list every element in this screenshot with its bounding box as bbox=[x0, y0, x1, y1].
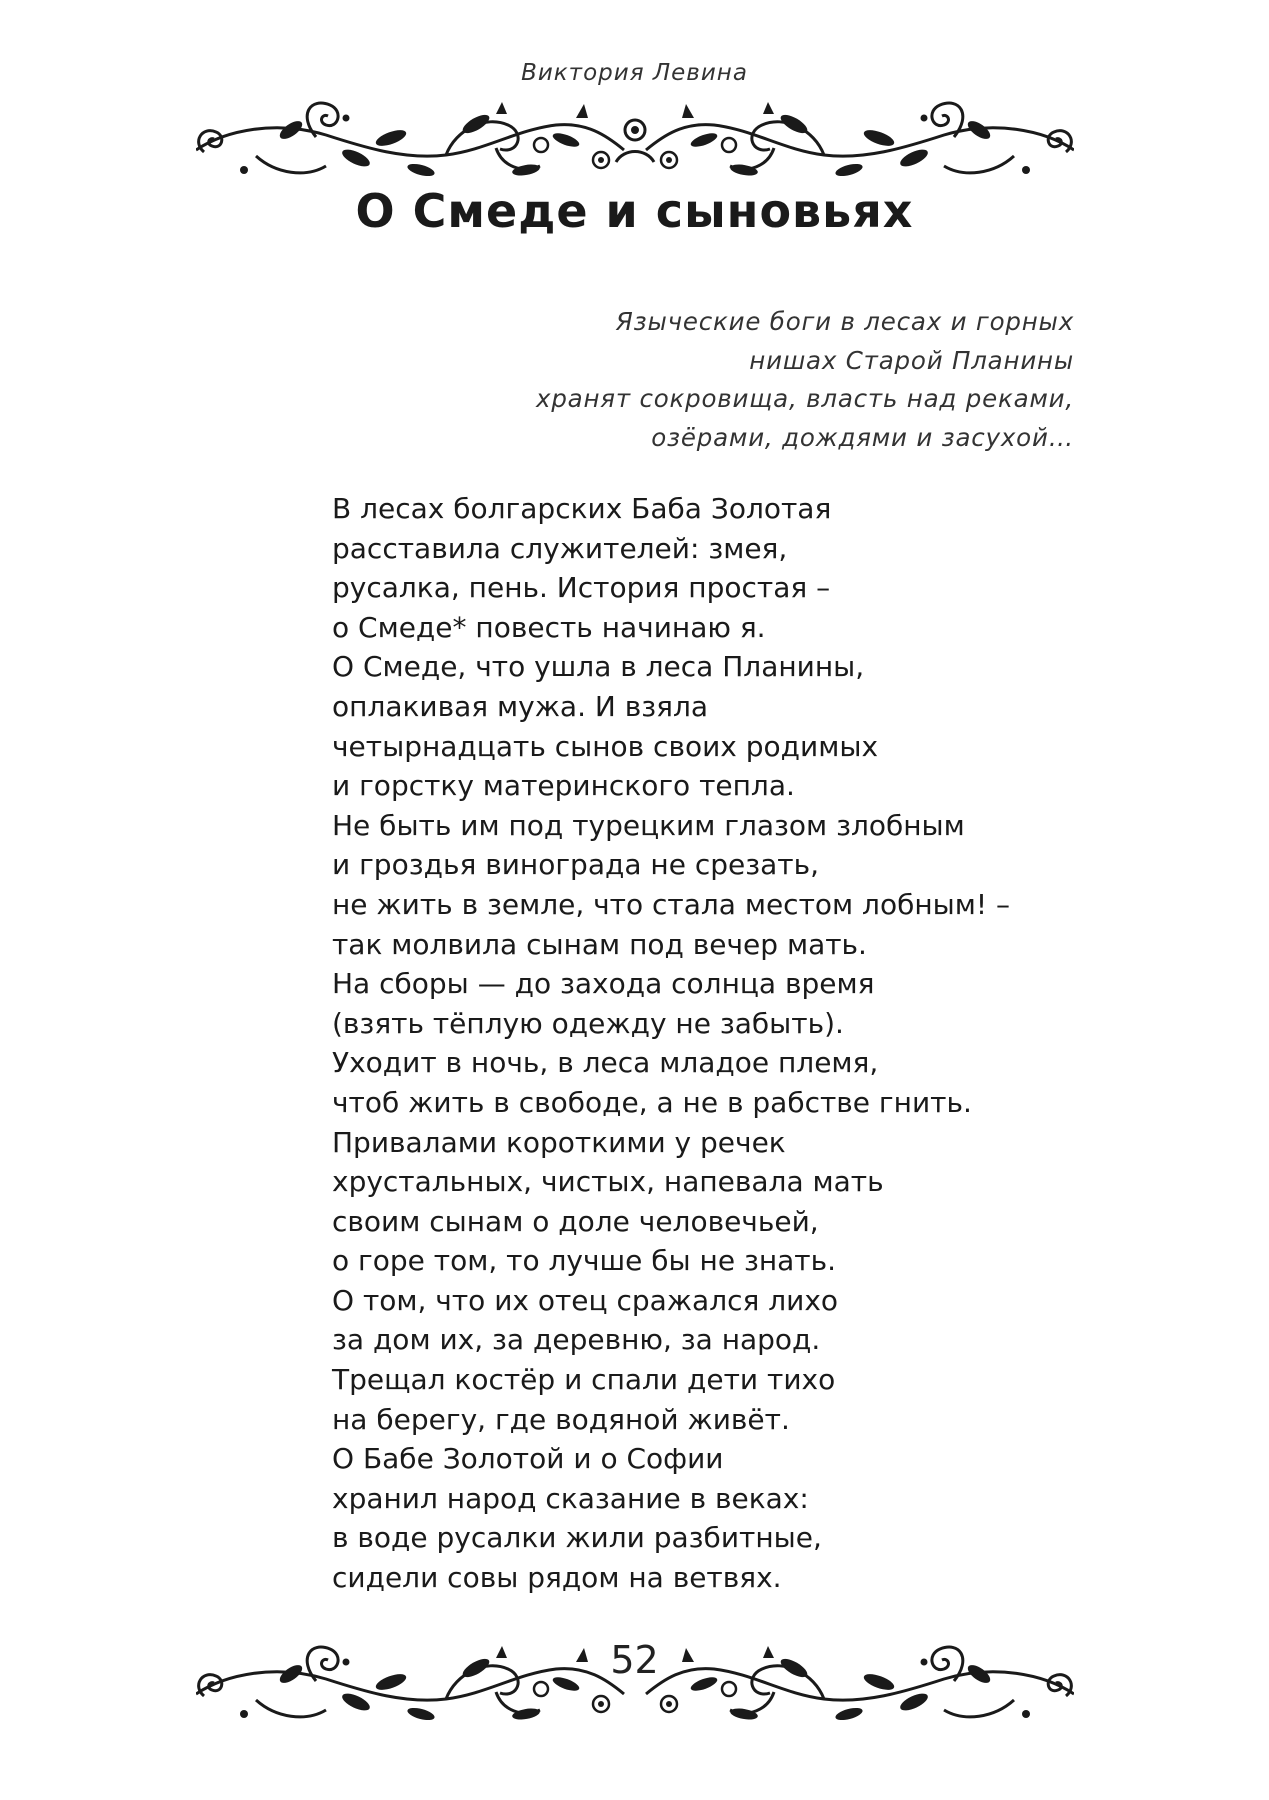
poem-line: за дом их, за деревню, за народ. bbox=[332, 1323, 821, 1357]
page-number: 52 bbox=[610, 1638, 659, 1682]
poem-line: и гроздья винограда не срезать, bbox=[332, 848, 819, 882]
poem-body bbox=[332, 489, 1010, 1598]
epigraph-line: озёрами, дождями и засухой… bbox=[651, 422, 1074, 452]
poem-line: Трещал костёр и спали дети тихо bbox=[332, 1363, 836, 1397]
poem-line: хрустальных, чистых, напевала мать bbox=[332, 1165, 884, 1199]
poem-line: Привалами короткими у речек bbox=[332, 1125, 786, 1159]
poem-line: оплакивая мужа. И взяла bbox=[332, 689, 709, 723]
poem-line: не жить в земле, что стала местом лобным! – bbox=[332, 887, 1011, 921]
poem-line: хранил народ сказание в веках: bbox=[332, 1481, 809, 1515]
poem-line: О Смеде, что ушла в леса Планины, bbox=[332, 650, 865, 684]
poem-line: в воде русалки жили разбитные, bbox=[332, 1521, 822, 1555]
poem-line: Уходит в ночь, в леса младое племя, bbox=[332, 1046, 879, 1080]
poem-line: расставила служителей: змея, bbox=[332, 531, 788, 565]
epigraph-line: Языческие боги в лесах и горных bbox=[615, 307, 1074, 336]
poem-line: На сборы — до захода солнца время bbox=[332, 967, 875, 1001]
poem-line: о горе том, то лучше бы не знать. bbox=[332, 1244, 837, 1278]
running-head-author: Виктория Левина bbox=[521, 60, 748, 86]
poem-line: и горстку материнского тепла. bbox=[332, 769, 795, 803]
poem-line: О том, что их отец сражался лихо bbox=[332, 1283, 839, 1317]
poem-line: (взять тёплую одежду не забыть). bbox=[332, 1006, 844, 1040]
poem-line: своим сынам о доле человечьей, bbox=[332, 1204, 819, 1238]
poem-line: сидели совы рядом на ветвях. bbox=[332, 1561, 782, 1595]
poem-line: Не быть им под турецким глазом злобным bbox=[332, 808, 965, 842]
poem-line: на берегу, где водяной живёт. bbox=[332, 1402, 790, 1436]
poem-line: четырнадцать сынов своих родимых bbox=[332, 729, 879, 763]
epigraph-line: хранят сокровища, власть над реками, bbox=[536, 384, 1074, 413]
page-title: О Смеде и сыновьях bbox=[355, 184, 914, 238]
poem-line: так молвила сынам под вечер мать. bbox=[332, 927, 867, 961]
poem-line: русалка, пень. История простая – bbox=[332, 571, 831, 605]
poem-line: о Смеде* повесть начинаю я. bbox=[332, 610, 766, 644]
poem-line: чтоб жить в свободе, а не в рабстве гнить. bbox=[332, 1085, 972, 1119]
poem-line: В лесах болгарских Баба Золотая bbox=[332, 492, 832, 525]
epigraph bbox=[474, 303, 1074, 457]
poem-line: О Бабе Золотой и о Софии bbox=[332, 1442, 724, 1476]
epigraph-line: нишах Старой Планины bbox=[749, 345, 1074, 375]
